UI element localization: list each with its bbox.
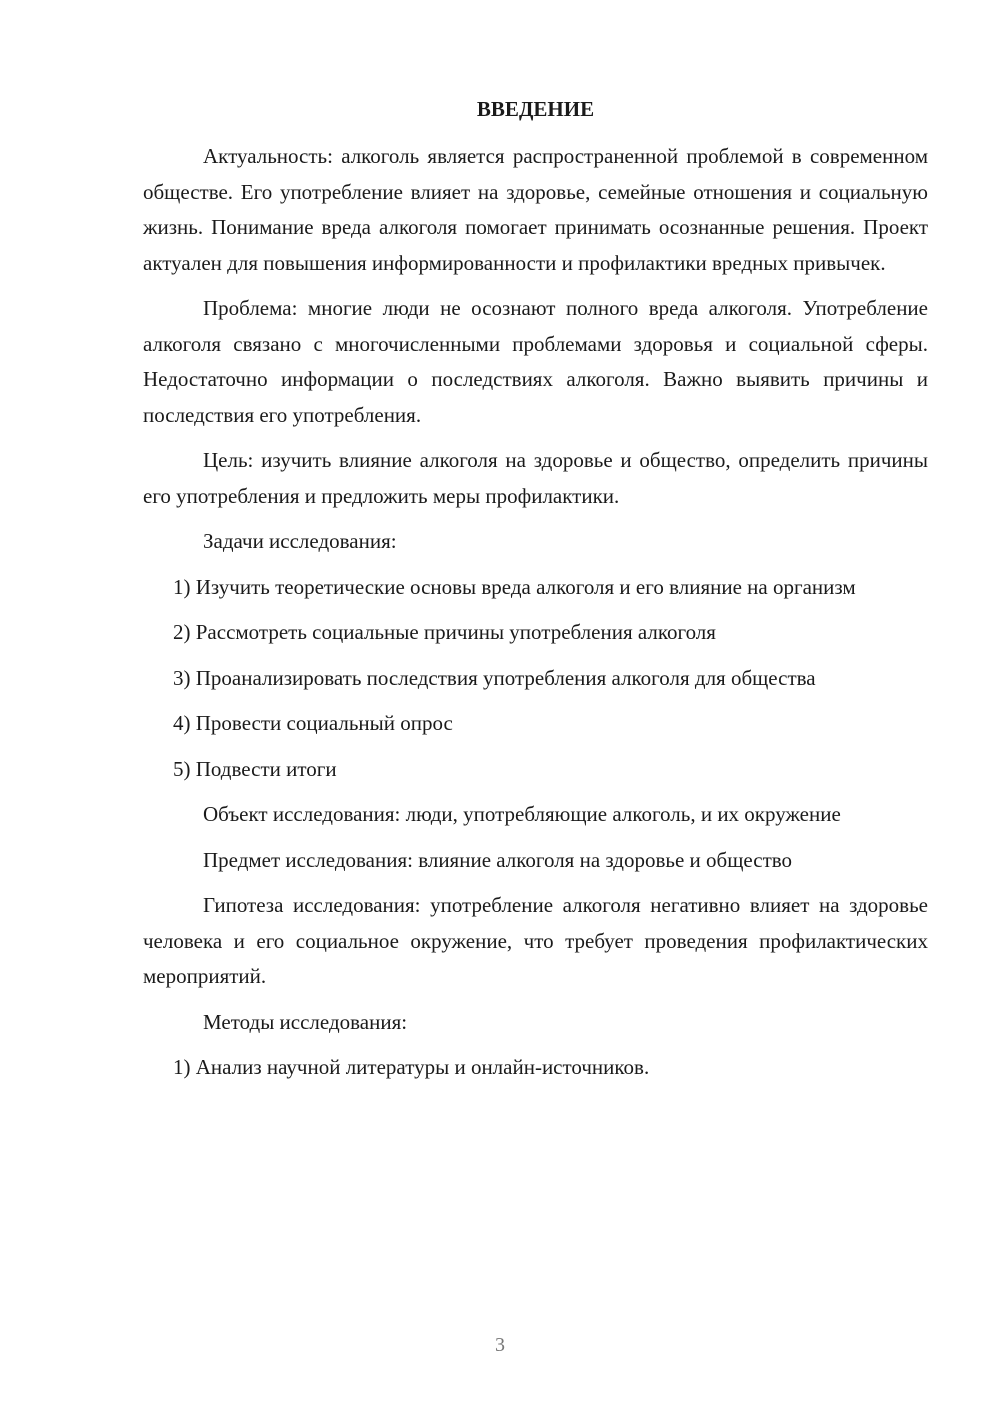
task-item: 4) Провести социальный опрос [173,711,453,735]
goal-paragraph: Цель: изучить влияние алкоголя на здоровье и общество, определить причины его употребления и предложить меры профилактики. [143,448,928,508]
method-item: 1) Анализ научной литературы и онлайн-источников. [173,1055,650,1079]
page-title: ВВЕДЕНИЕ [476,97,595,121]
task-item: 3) Проанализировать последствия употребления алкоголя для общества [173,665,816,690]
methods-heading: Методы исследования: [203,1009,408,1034]
tasks-heading: Задачи исследования: [203,529,397,553]
object-paragraph: Объект исследования: люди, употребляющие алкоголь, и их окружение [203,802,841,826]
page-number: 3 [495,1334,505,1356]
task-item: 2) Рассмотреть социальные причины употребления алкоголя [173,620,716,644]
task-item: 1) Изучить теоретические основы вреда алкоголя и его влияние на организм [173,574,856,599]
document-page [143,92,928,1096]
hypothesis-paragraph: Гипотеза исследования: употребление алкоголя негативно влияет на здоровье человека и его социальное окружение, что требует проведения профилактических мероприятий. [143,893,928,988]
relevance-paragraph: Актуальность: алкоголь является распространенной проблемой в современном обществе. Его употребление влияет на здоровье, семейные отношения и социальную жизнь. Понимание вреда алкоголя помогает принимать осознанные решения. Проект актуален для повышения информированности и профилактики вредных привычек. [143,144,928,275]
task-item: 5) Подвести итоги [173,756,337,781]
problem-paragraph: Проблема: многие люди не осознают полного вреда алкоголя. Употребление алкоголя связано с многочисленными проблемами здоровья и социальной сферы. Недостаточно информации о последствиях алкоголя. Важно выявить причины и последствия его употребления. [143,296,928,427]
subject-paragraph: Предмет исследования: влияние алкоголя на здоровье и общество [203,847,793,872]
